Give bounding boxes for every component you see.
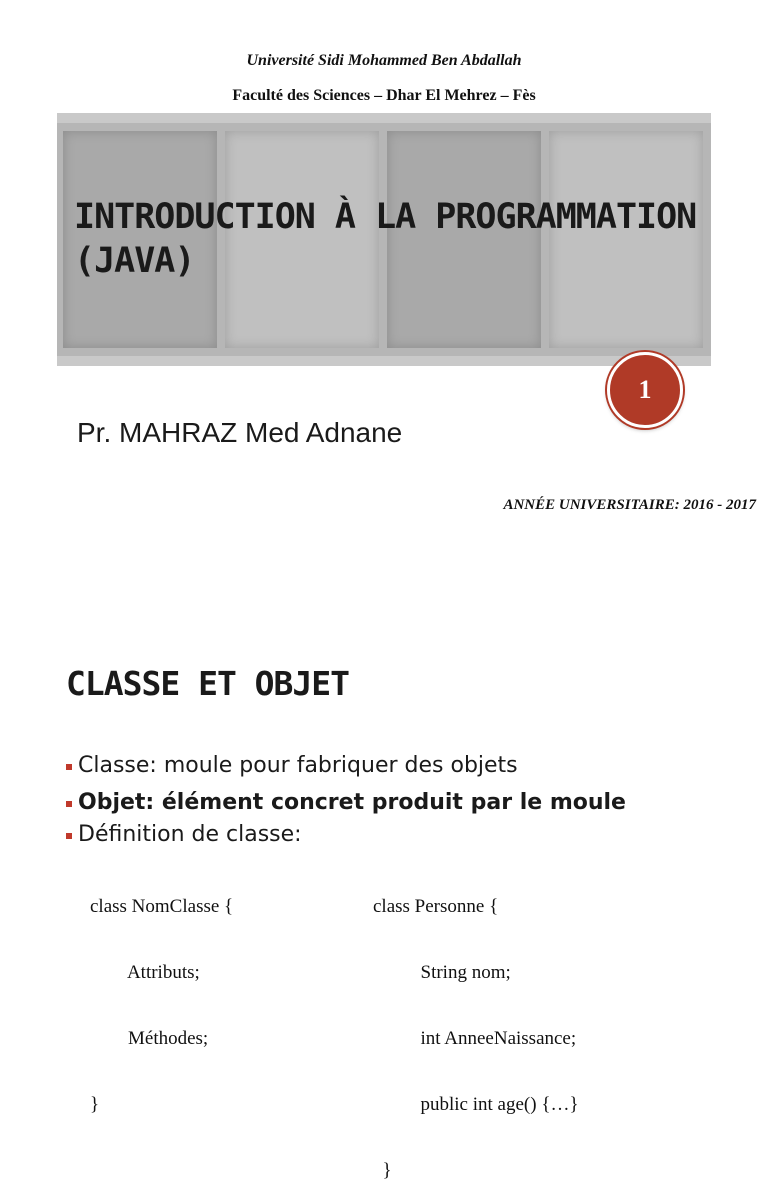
code-line: Attributs; <box>90 962 200 983</box>
code-line: public int age() {…} <box>373 1094 579 1115</box>
code-line: Méthodes; <box>90 1028 209 1049</box>
course-title-line1: INTRODUCTION À LA PROGRAMMATION <box>74 197 697 237</box>
slide2-title: CLASSE ET OBJET <box>66 664 350 703</box>
bullet-text: Définition de classe: <box>78 822 302 847</box>
bullet-item <box>66 822 302 847</box>
bullet-text: Classe: moule pour fabriquer des objets <box>78 753 518 778</box>
square-bullet-icon <box>66 801 72 807</box>
academic-year: ANNÉE UNIVERSITAIRE: 2016 - 2017 <box>503 497 756 513</box>
bullet-item <box>66 790 626 815</box>
code-line: } <box>90 1094 100 1115</box>
slide-number: 1 <box>638 375 652 404</box>
code-line: String nom; <box>373 962 511 983</box>
code-line: } <box>373 1160 392 1181</box>
code-example-generic <box>90 852 233 1138</box>
code-line: int AnneeNaissance; <box>373 1028 577 1049</box>
bullet-item <box>66 753 518 778</box>
square-bullet-icon <box>66 833 72 839</box>
course-title <box>74 195 704 283</box>
professor-name: Pr. MAHRAZ Med Adnane <box>77 417 403 448</box>
slide-number-badge <box>607 352 683 428</box>
course-title-line2: (JAVA) <box>74 241 195 281</box>
title-banner <box>57 113 711 366</box>
code-line: class NomClasse { <box>90 896 234 917</box>
square-bullet-icon <box>66 764 72 770</box>
bullet-text: Objet: élément concret produit par le moule <box>78 790 626 815</box>
code-line: class Personne { <box>373 896 499 917</box>
university-name: Université Sidi Mohammed Ben Abdallah <box>246 52 522 69</box>
faculty-name: Faculté des Sciences – Dhar El Mehrez – Fès <box>232 87 536 104</box>
code-example-personne <box>373 852 579 1204</box>
